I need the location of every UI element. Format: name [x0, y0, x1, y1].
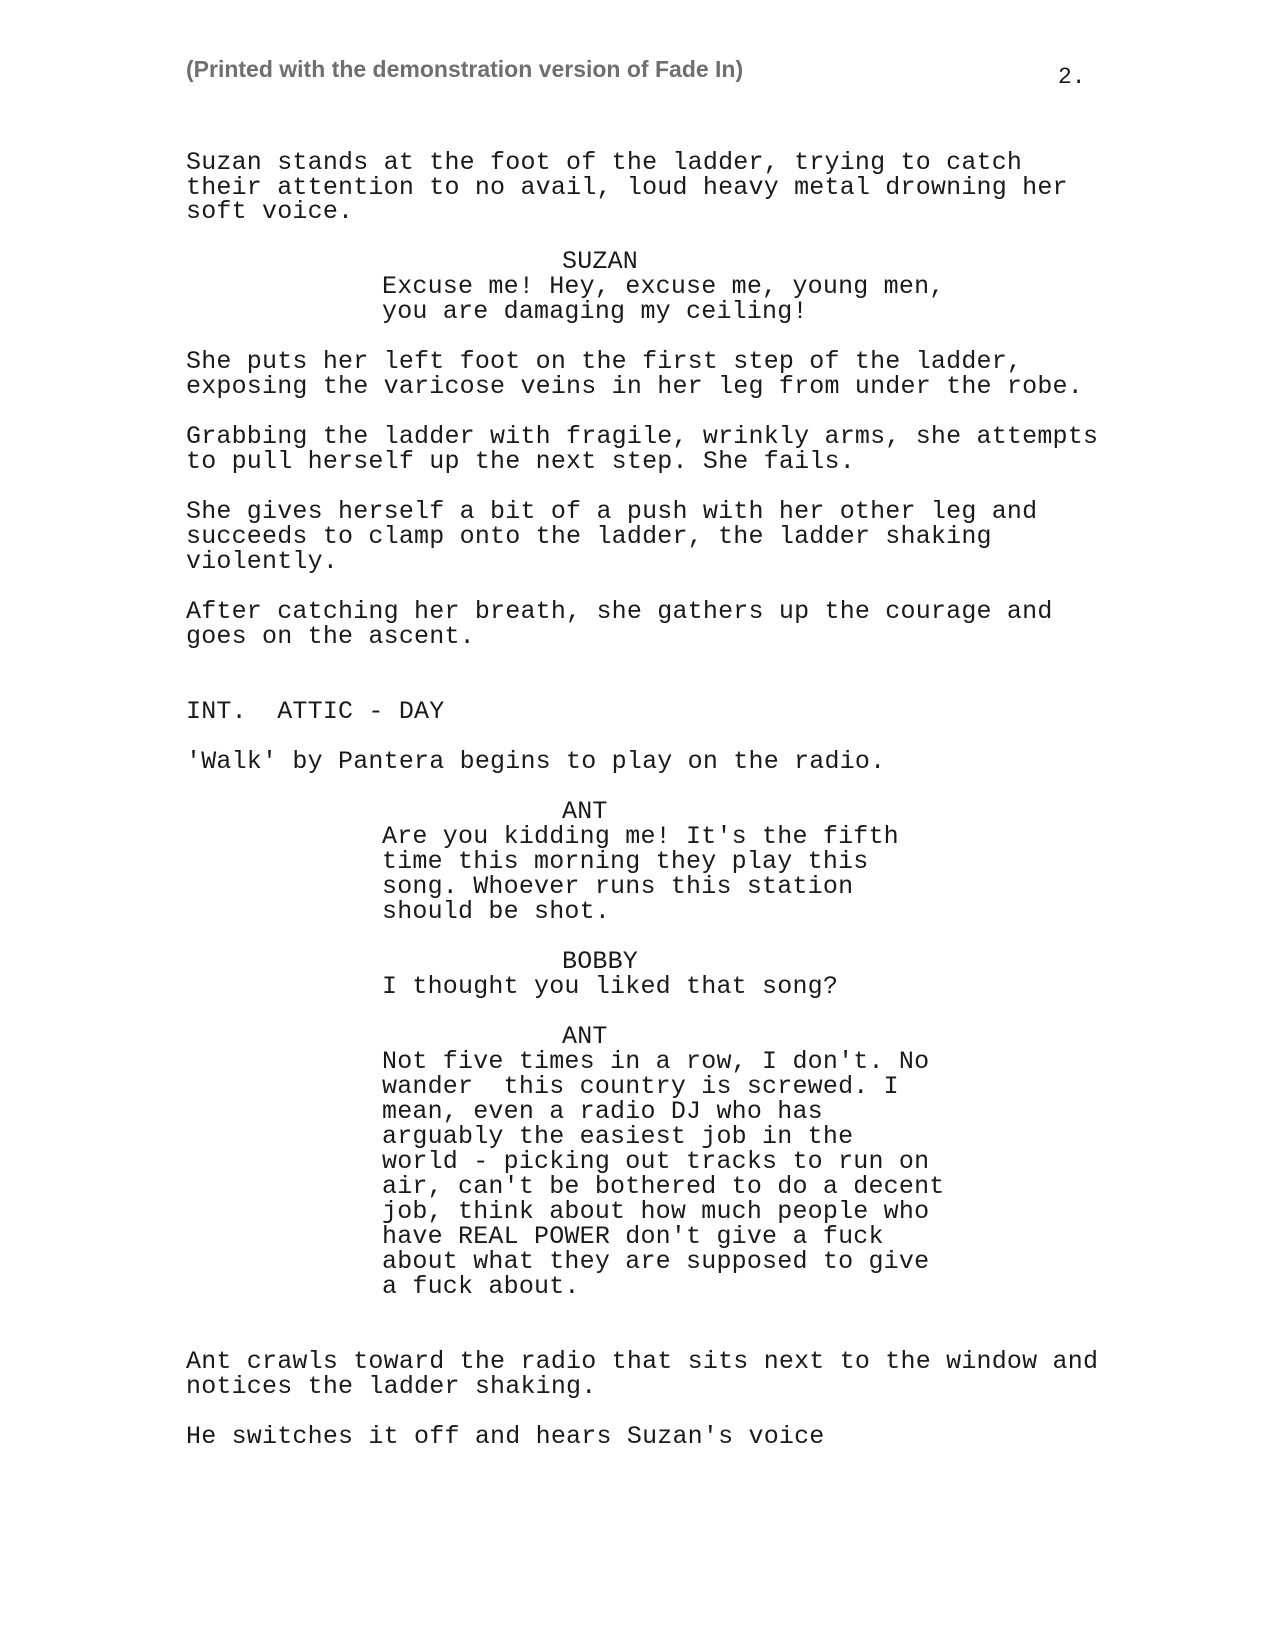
dialogue-line: world - picking out tracks to run on	[382, 1147, 930, 1176]
action-line: soft voice.	[186, 197, 354, 226]
action-line: notices the ladder shaking.	[186, 1372, 597, 1401]
action-line: violently.	[186, 547, 339, 576]
action-line: 'Walk' by Pantera begins to play on the radio.	[186, 747, 886, 776]
action-line: to pull herself up the next step. She fails.	[186, 447, 855, 476]
dialogue-line: I thought you liked that song?	[382, 972, 839, 1001]
character-name: ANT	[562, 797, 608, 826]
page-number: 2.	[1058, 64, 1086, 90]
dialogue-line: Not five times in a row, I don't. No	[382, 1047, 930, 1076]
action-line: goes on the ascent.	[186, 622, 475, 651]
dialogue-line: a fuck about.	[382, 1272, 580, 1301]
scene-heading: INT. ATTIC - DAY	[186, 697, 445, 726]
dialogue-line: about what they are supposed to give	[382, 1247, 930, 1276]
action-line: He switches it off and hears Suzan's voice	[186, 1422, 825, 1451]
character-name: SUZAN	[562, 247, 639, 276]
dialogue-line: you are damaging my ceiling!	[382, 297, 808, 326]
action-line: Ant crawls toward the radio that sits next to the window and	[186, 1347, 1099, 1376]
character-name: BOBBY	[562, 947, 639, 976]
dialogue-line: Are you kidding me! It's the fifth	[382, 822, 899, 851]
dialogue-line: air, can't be bothered to do a decent	[382, 1172, 945, 1201]
dialogue-line: arguably the easiest job in the	[382, 1122, 854, 1151]
dialogue-line: mean, even a radio DJ who has	[382, 1097, 823, 1126]
action-line: succeeds to clamp onto the ladder, the ladder shaking	[186, 522, 992, 551]
action-line: Suzan stands at the foot of the ladder, trying to catch	[186, 148, 1023, 177]
dialogue-line: time this morning they play this	[382, 847, 869, 876]
dialogue-line: Excuse me! Hey, excuse me, young men,	[382, 272, 945, 301]
action-line: She gives herself a bit of a push with her other leg and	[186, 497, 1038, 526]
action-line: their attention to no avail, loud heavy metal drowning her	[186, 173, 1068, 202]
action-line: After catching her breath, she gathers up the courage and	[186, 597, 1053, 626]
dialogue-line: have REAL POWER don't give a fuck	[382, 1222, 884, 1251]
action-line: She puts her left foot on the first step of the ladder,	[186, 347, 1023, 376]
action-line: exposing the varicose veins in her leg from under the robe.	[186, 372, 1083, 401]
dialogue-line: should be shot.	[382, 897, 611, 926]
character-name: ANT	[562, 1022, 608, 1051]
dialogue-line: job, think about how much people who	[382, 1197, 930, 1226]
watermark: (Printed with the demonstration version of Fade In)	[186, 56, 744, 82]
dialogue-line: wander this country is screwed. I	[382, 1072, 899, 1101]
dialogue-line: song. Whoever runs this station	[382, 872, 854, 901]
action-line: Grabbing the ladder with fragile, wrinkly arms, she attempts	[186, 422, 1099, 451]
